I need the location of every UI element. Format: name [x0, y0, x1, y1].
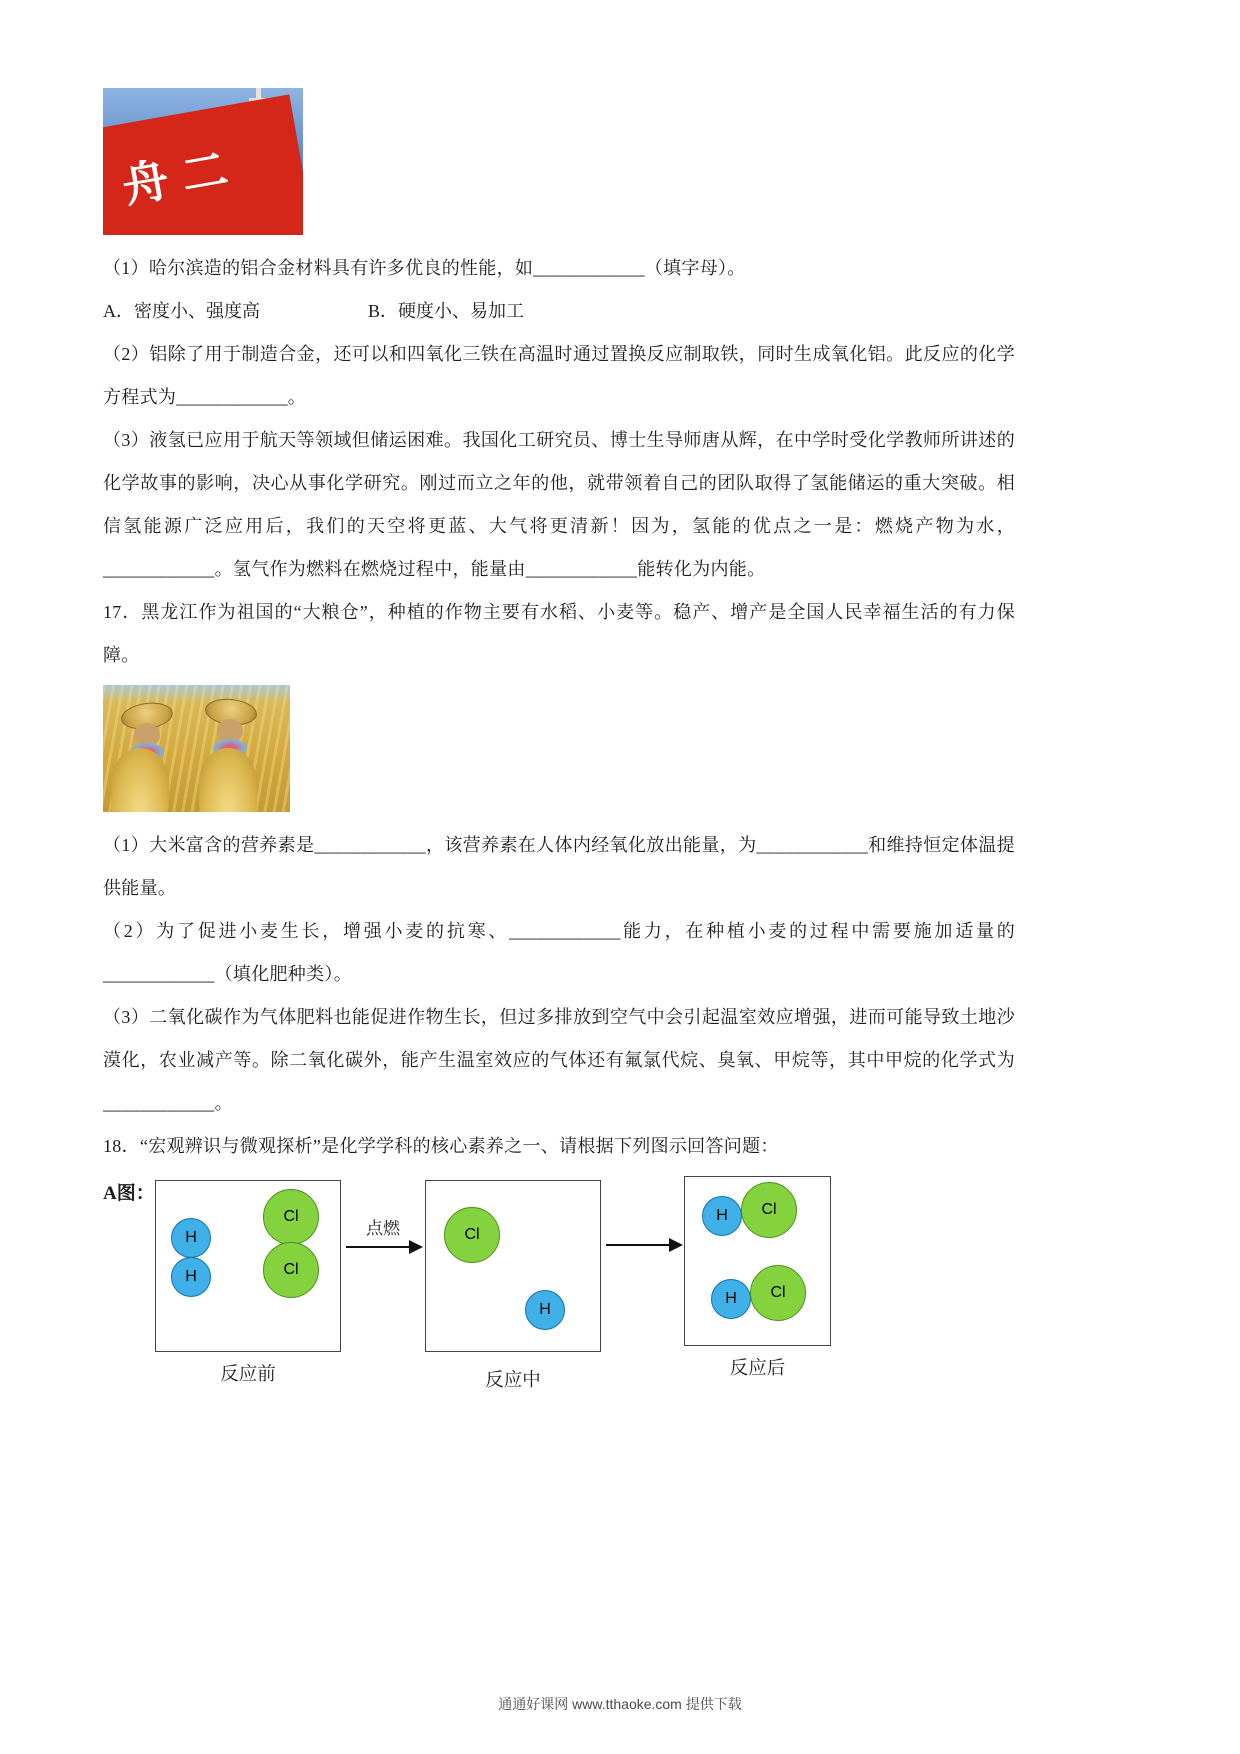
question-16-part-3: （3）液氢已应用于航天等领域但储运困难。我国化工研究员、博士生导师唐从辉，在中学时受化学教师所讲述的化学故事的影响，决心从事化学研究。刚过而立之年的他，就带领着自己的团队取得了氢能储运的重大突破。相信氢能源广泛应用后，我们的天空将更蓝、大气将更清新！因为，氢能的优点之一是：燃烧产物为水，____________。氢气作为燃料在燃烧过程中，能量由____________能转化为内能。 — [103, 430, 1015, 579]
diagram-a — [103, 1178, 1015, 1420]
reaction-arrow-icon — [346, 1246, 420, 1248]
h-atom: H — [702, 1196, 742, 1236]
option-b: B．硬度小、易加工 — [368, 301, 525, 321]
reaction-during-box — [425, 1180, 601, 1352]
h-atom: H — [171, 1218, 211, 1258]
page-content — [103, 86, 1015, 1420]
question-17-intro: 17．黑龙江作为祖国的“大粮仓”，种植的作物主要有水稻、小麦等。稳产、增产是全国人民幸福生活的有力保障。 — [103, 602, 1015, 665]
stage-label-after: 反应后 — [729, 1359, 786, 1379]
cl-atom: Cl — [263, 1242, 319, 1298]
wheat-sheaf — [199, 748, 257, 812]
reaction-arrow-icon — [606, 1244, 680, 1246]
flag-text: 舟二 — [118, 141, 246, 213]
stage-label-during: 反应中 — [485, 1371, 541, 1391]
photo-rocket-flag — [103, 88, 303, 235]
stage-label-before: 反应前 — [220, 1365, 276, 1385]
cl-atom: Cl — [750, 1265, 806, 1321]
ignite-label: 点燃 — [366, 1219, 400, 1238]
question-16-options — [103, 290, 1015, 333]
question-16-part-1: （1）哈尔滨造的铝合金材料具有许多优良的性能，如____________（填字母）。 — [103, 258, 746, 278]
h-atom: H — [171, 1257, 211, 1297]
question-16-part-2: （2）铝除了用于制造合金，还可以和四氧化三铁在高温时通过置换反应制取铁，同时生成氧化铝。此反应的化学方程式为____________。 — [103, 344, 1015, 407]
footer-watermark: 通通好课网 www.tthaoke.com 提供下载 — [498, 1696, 742, 1712]
wheat-sheaf — [111, 748, 169, 812]
photo-harvest — [103, 685, 290, 812]
h-atom: H — [711, 1279, 751, 1319]
cl-atom: Cl — [741, 1182, 797, 1238]
question-17-part-1: （1）大米富含的营养素是____________，该营养素在人体内经氧化放出能量，为____________和维持恒定体温提供能量。 — [103, 835, 1015, 898]
diagram-a-label: A图： — [103, 1183, 155, 1204]
cl-atom: Cl — [263, 1189, 319, 1245]
option-a: A．密度小、强度高 — [103, 301, 260, 321]
h-atom: H — [525, 1290, 565, 1330]
question-18-intro: 18．“宏观辨识与微观探析”是化学学科的核心素养之一、请根据下列图示回答问题： — [103, 1136, 779, 1156]
cl-atom: Cl — [444, 1207, 500, 1263]
question-17-part-2: （2）为了促进小麦生长，增强小麦的抗寒、____________能力，在种植小麦的过程中需要施加适量的____________（填化肥种类）。 — [103, 921, 1015, 984]
question-17-part-3: （3）二氧化碳作为气体肥料也能促进作物生长，但过多排放到空气中会引起温室效应增强，进而可能导致土地沙漠化，农业减产等。除二氧化碳外，能产生温室效应的气体还有氟氯代烷、臭氧、甲烷等，其中甲烷的化学式为____________。 — [103, 1007, 1015, 1113]
